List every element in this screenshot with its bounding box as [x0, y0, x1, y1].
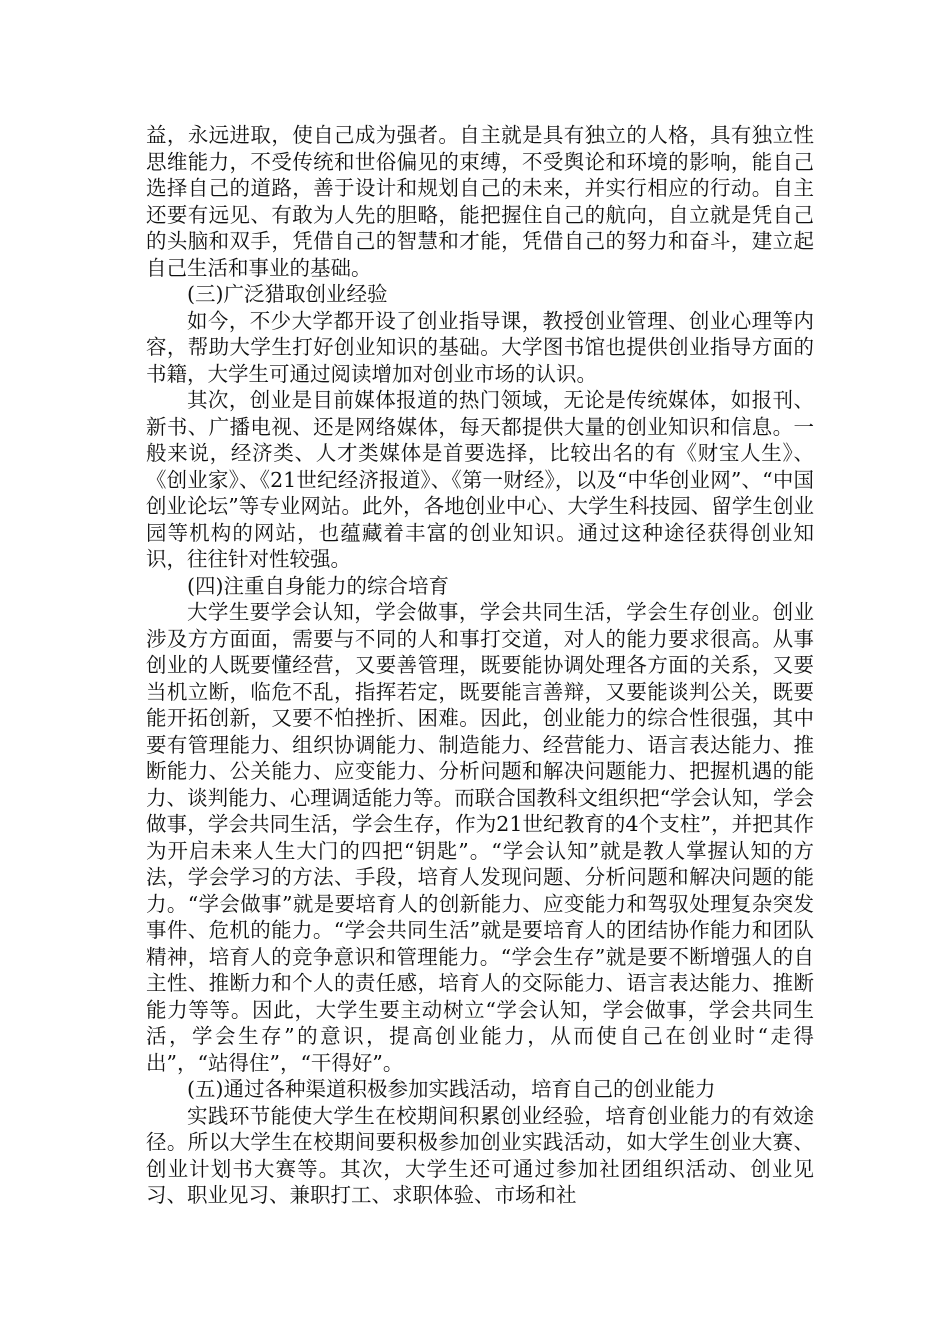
section-heading-5: (五)通过各种渠道积极参加实践活动，培育自己的创业能力 — [187, 1077, 716, 1101]
section-heading-3: (三)广泛猎取创业经验 — [187, 282, 388, 306]
document-page — [146, 122, 814, 1209]
paragraph: 其次，创业是目前媒体报道的热门领域，无论是传统媒体，如报刊、新书、广播电视、还是网络媒体，每天都提供大量的创业知识和信息。一般来说，经济类、人才类媒体是首要选择，比较出名的有《财宝人生》、《创业家》、《21世纪经济报道》、《第一财经》，以及“中华创业网”、“中国创业论坛”等专业网站。此外，各地创业中心、大学生科技园、留学生创业园等机构的网站，也蕴藏着丰富的创业知识。通过这种途径获得创业知识，往往针对性较强。 — [146, 388, 814, 571]
section-heading-4: (四)注重自身能力的综合培育 — [187, 573, 449, 598]
paragraph: 实践环节能使大学生在校期间积累创业经验，培育创业能力的有效途径。所以大学生在校期间要积极参加创业实践活动，如大学生创业大赛、创业计划书大赛等。其次，大学生还可通过参加社团组织活动、创业见习、职业见习、兼职打工、求职体验、市场和社 — [146, 1103, 814, 1207]
paragraph-continued: 益，永远进取，使自己成为强者。自主就是具有独立的人格，具有独立性思维能力，不受传统和世俗偏见的束缚，不受舆论和环境的影响，能自己选择自己的道路，善于设计和规划自己的未来，并实行相应的行动。自主还要有远见、有敢为人先的胆略，能把握住自己的航向，自立就是凭自己的头脑和双手，凭借自己的智慧和才能，凭借自己的努力和奋斗，建立起自己生活和事业的基础。 — [146, 123, 814, 280]
paragraph: 如今，不少大学都开设了创业指导课，教授创业管理、创业心理等内容，帮助大学生打好创业知识的基础。大学图书馆也提供创业指导方面的书籍，大学生可通过阅读增加对创业市场的认识。 — [146, 308, 814, 386]
paragraph: 大学生要学会认知，学会做事，学会共同生活，学会生存创业。创业涉及方方面面，需要与不同的人和事打交道，对人的能力要求很高。从事创业的人既要懂经营，又要善管理，既要能协调处理各方面的关系，又要当机立断，临危不乱，指挥若定，既要能言善辩，又要能谈判公关，既要能开拓创新，又要不怕挫折、困难。因此，创业能力的综合性很强，其中要有管理能力、组织协调能力、制造能力、经营能力、语言表达能力、推断能力、公关能力、应变能力、分析问题和解决问题能力、把握机遇的能力、谈判能力、心理调适能力等。而联合国教科文组织把“学会认知，学会做事，学会共同生活，学会生存，作为21世纪教育的4个支柱”，并把其作为开启未来人生大门的四把“钥匙”。“学会认知”就是教人掌握认知的方法，学会学习的方法、手段，培育人发现问题、分析问题和解决问题的能力。“学会做事”就是要培育人的创新能力、应变能力和驾驭处理复杂突发事件、危机的能力。“学会共同生活”就是要培育人的团结协作能力和团队精神，培育人的竞争意识和管理能力。“学会生存”就是要不断增强人的自主性、推断力和个人的责任感，培育人的交际能力、语言表达能力、推断能力等等。因此，大学生要主动树立“学会认知，学会做事，学会共同生活，学会生存”的意识，提高创业能力，从而使自己在创业时“走得出”，“站得住”，“干得好”。 — [146, 600, 814, 1075]
